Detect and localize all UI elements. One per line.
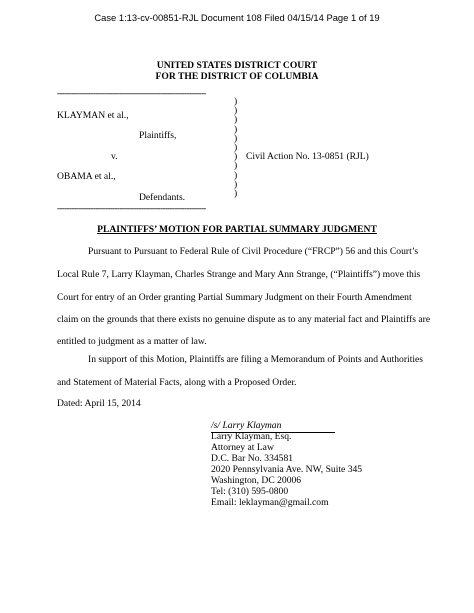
- paren: ): [234, 123, 238, 135]
- telephone: Tel: (310) 595-0800: [211, 486, 289, 497]
- body-line: claim on the grounds that there exists no genuine dispute as to any material fact and Plaintiffs are: [57, 314, 431, 325]
- paren: ): [234, 114, 238, 126]
- paren: ): [234, 169, 238, 181]
- motion-title: PLAINTIFFS’ MOTION FOR PARTIAL SUMMARY JUDGMENT: [97, 224, 377, 235]
- caption-parens: [234, 97, 237, 198]
- city-line: Washington, DC 20006: [211, 475, 302, 486]
- body-line: Local Rule 7, Larry Klayman, Charles Strange and Mary Ann Strange, (“Plaintiffs”) move this: [57, 269, 421, 280]
- plaintiff-name: KLAYMAN et al.,: [57, 110, 129, 121]
- bar-number: D.C. Bar No. 334581: [211, 453, 294, 464]
- address-line: 2020 Pennsylvania Ave. NW, Suite 345: [211, 464, 363, 475]
- court-name-line1: UNITED STATES DISTRICT COURT: [156, 60, 318, 71]
- caption-dash-bottom: --------------------------------------------------------------: [57, 203, 206, 213]
- case-header: Case 1:13-cv-00851-RJL Document 108 Filed 04/15/14 Page 1 of 19: [94, 12, 380, 23]
- court-name-line2: FOR THE DISTRICT OF COLUMBIA: [155, 71, 319, 82]
- signature-slash: /s/ Larry Klayman: [211, 420, 282, 431]
- paren: ): [234, 142, 238, 154]
- versus-label: v.: [111, 151, 118, 162]
- body-line: Pursuant to Pursuant to Federal Rule of Civil Procedure (“FRCP”) 56 and this Court’s: [88, 246, 419, 257]
- plaintiff-role: Plaintiffs,: [139, 130, 177, 141]
- caption-dash-top: --------------------------------------------------------------: [57, 88, 206, 98]
- email: Email: leklayman@gmail.com: [211, 497, 329, 508]
- paren: ): [234, 160, 238, 172]
- defendant-name: OBAMA et al.,: [57, 171, 116, 182]
- body-line: and Statement of Material Facts, along with a Proposed Order.: [57, 377, 297, 388]
- paren: ): [234, 178, 238, 190]
- paren: ): [234, 132, 238, 144]
- body-line: Court for entry of an Order granting Partial Summary Judgment on their Fourth Amendment: [57, 292, 412, 303]
- paren: ): [234, 105, 238, 117]
- paren: ): [234, 188, 238, 200]
- paren: ): [234, 151, 238, 163]
- body-line: entitled to judgment as a matter of law.: [57, 336, 207, 347]
- defendant-role: Defendants.: [139, 192, 186, 203]
- attorney-title: Attorney at Law: [211, 442, 274, 453]
- civil-action-number: Civil Action No. 13-0851 (RJL): [246, 151, 369, 162]
- date-line: Dated: April 15, 2014: [57, 398, 141, 409]
- paren: ): [234, 96, 238, 107]
- body-line: In support of this Motion, Plaintiffs are filing a Memorandum of Points and Authorities: [88, 354, 424, 365]
- attorney-name: Larry Klayman, Esq.: [211, 431, 292, 442]
